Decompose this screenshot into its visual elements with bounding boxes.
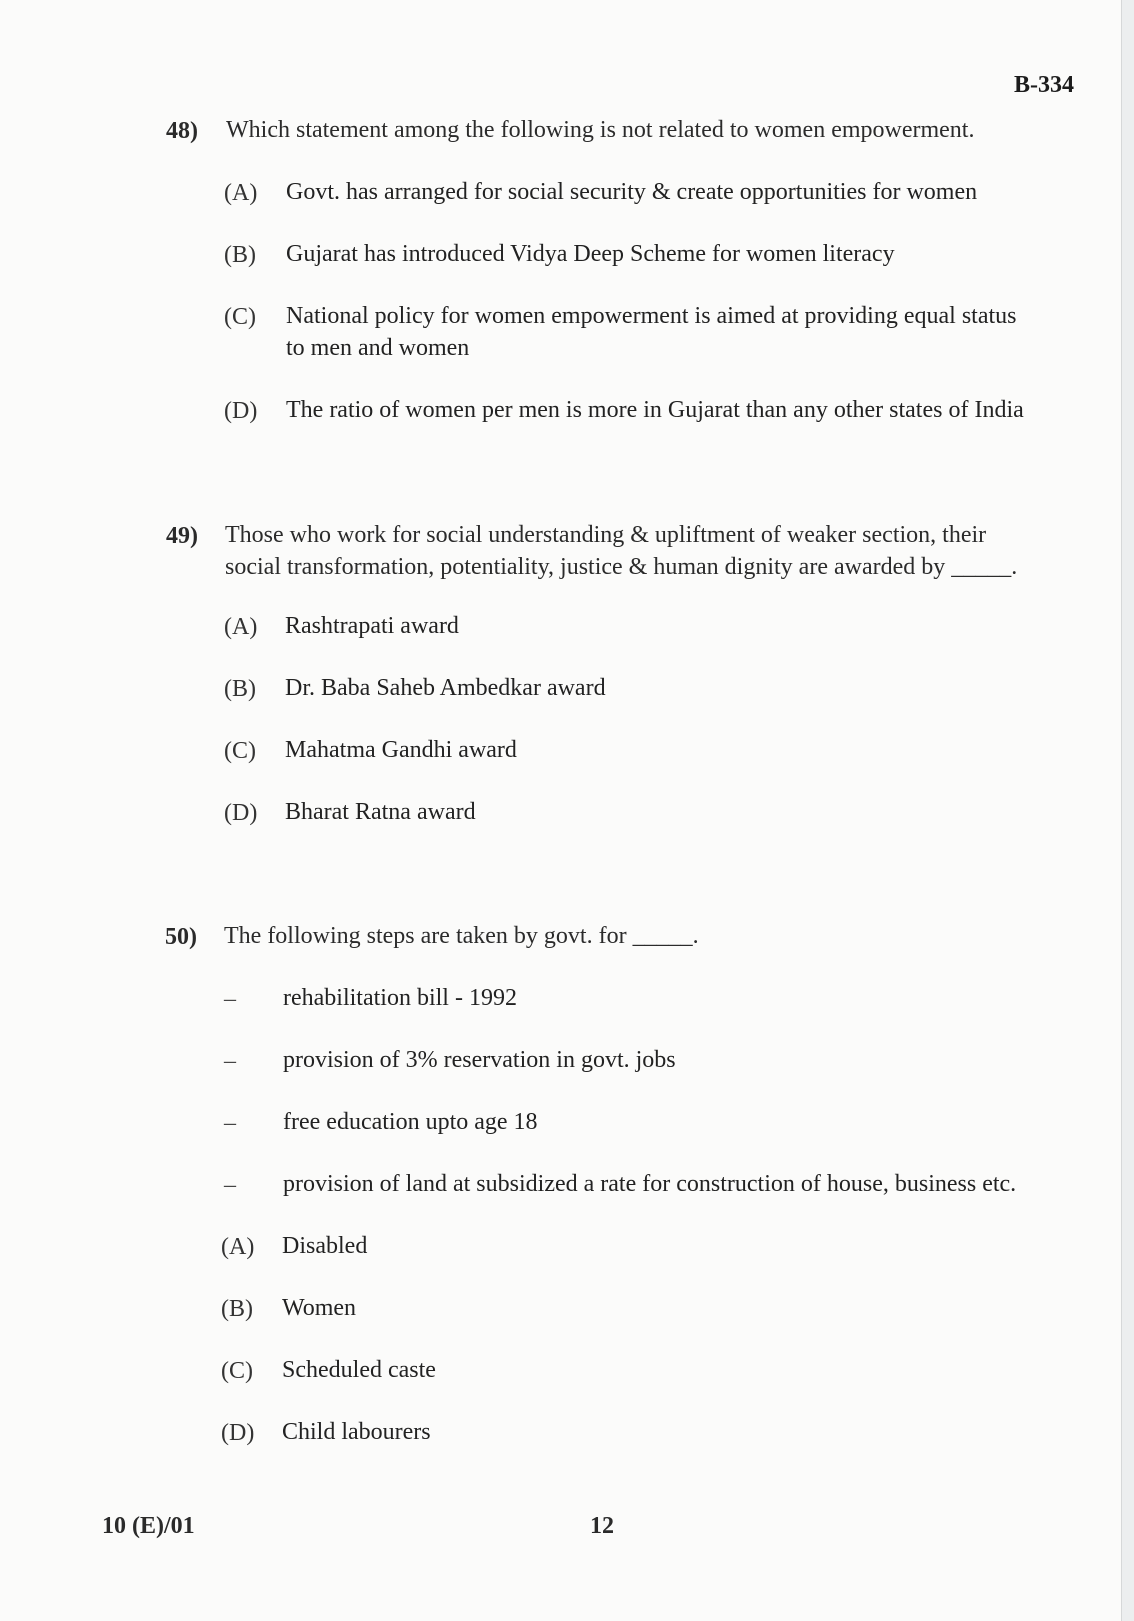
question-49-option-b-text: Dr. Baba Saheb Ambedkar award	[285, 675, 606, 701]
question-50-option-c-label: (C)	[221, 1358, 253, 1384]
question-49-text-line-1: Those who work for social understanding & upliftment of weaker section, their	[225, 522, 987, 548]
question-49-option-c-text: Mahatma Gandhi award	[285, 737, 517, 763]
question-49-option-a-label: (A)	[224, 614, 258, 640]
question-48-option-a-label: (A)	[224, 180, 258, 206]
question-49-option-b-label: (B)	[224, 676, 256, 702]
question-48-option-c-text-line-1: National policy for women empowerment is aimed at providing equal status	[286, 303, 1017, 329]
step-2-text: provision of 3% reservation in govt. jobs	[283, 1047, 676, 1073]
question-48-text: Which statement among the following is not related to women empowerment.	[226, 117, 975, 143]
question-50-text: The following steps are taken by govt. for _____.	[224, 923, 699, 949]
question-50-option-b-label: (B)	[221, 1296, 253, 1322]
question-50-option-d-text: Child labourers	[282, 1419, 431, 1445]
step-3-dash: –	[224, 1110, 236, 1136]
question-49-option-a-text: Rashtrapati award	[285, 613, 459, 639]
question-50-option-a-label: (A)	[221, 1234, 255, 1260]
question-48-option-d-label: (D)	[224, 398, 258, 424]
paper-code: B-334	[1014, 72, 1074, 98]
question-50-option-b-text: Women	[282, 1295, 357, 1321]
question-49-option-d-text: Bharat Ratna award	[285, 799, 476, 825]
step-2-dash: –	[224, 1048, 236, 1074]
question-49-option-d-label: (D)	[224, 800, 258, 826]
question-50-number: 50)	[165, 924, 197, 950]
question-48-option-c-text-line-2: to men and women	[286, 335, 470, 361]
footer-code: 10 (E)/01	[102, 1513, 195, 1539]
question-50-option-d-label: (D)	[221, 1420, 255, 1446]
question-48-option-b-label: (B)	[224, 242, 256, 268]
question-48-option-d-text: The ratio of women per men is more in Gujarat than any other states of India	[286, 397, 1024, 423]
question-49-number: 49)	[166, 523, 198, 549]
page-number: 12	[590, 1513, 614, 1539]
question-48-number: 48)	[166, 118, 198, 144]
question-48-option-a-text: Govt. has arranged for social security & create opportunities for women	[286, 179, 978, 205]
question-49-text-line-2: social transformation, potentiality, justice & human dignity are awarded by _____.	[225, 554, 1018, 580]
step-1-text: rehabilitation bill - 1992	[283, 985, 517, 1011]
question-48-option-c-label: (C)	[224, 304, 256, 330]
step-4-text: provision of land at subsidized a rate for construction of house, business etc.	[283, 1171, 1017, 1197]
step-4-dash: –	[224, 1172, 236, 1198]
question-49-option-c-label: (C)	[224, 738, 256, 764]
question-48-option-b-text: Gujarat has introduced Vidya Deep Scheme for women literacy	[286, 241, 895, 267]
question-50-option-a-text: Disabled	[282, 1233, 368, 1259]
step-1-dash: –	[224, 986, 236, 1012]
step-3-text: free education upto age 18	[283, 1109, 538, 1135]
page-edge-scan-border	[1121, 0, 1134, 1621]
question-50-option-c-text: Scheduled caste	[282, 1357, 436, 1383]
